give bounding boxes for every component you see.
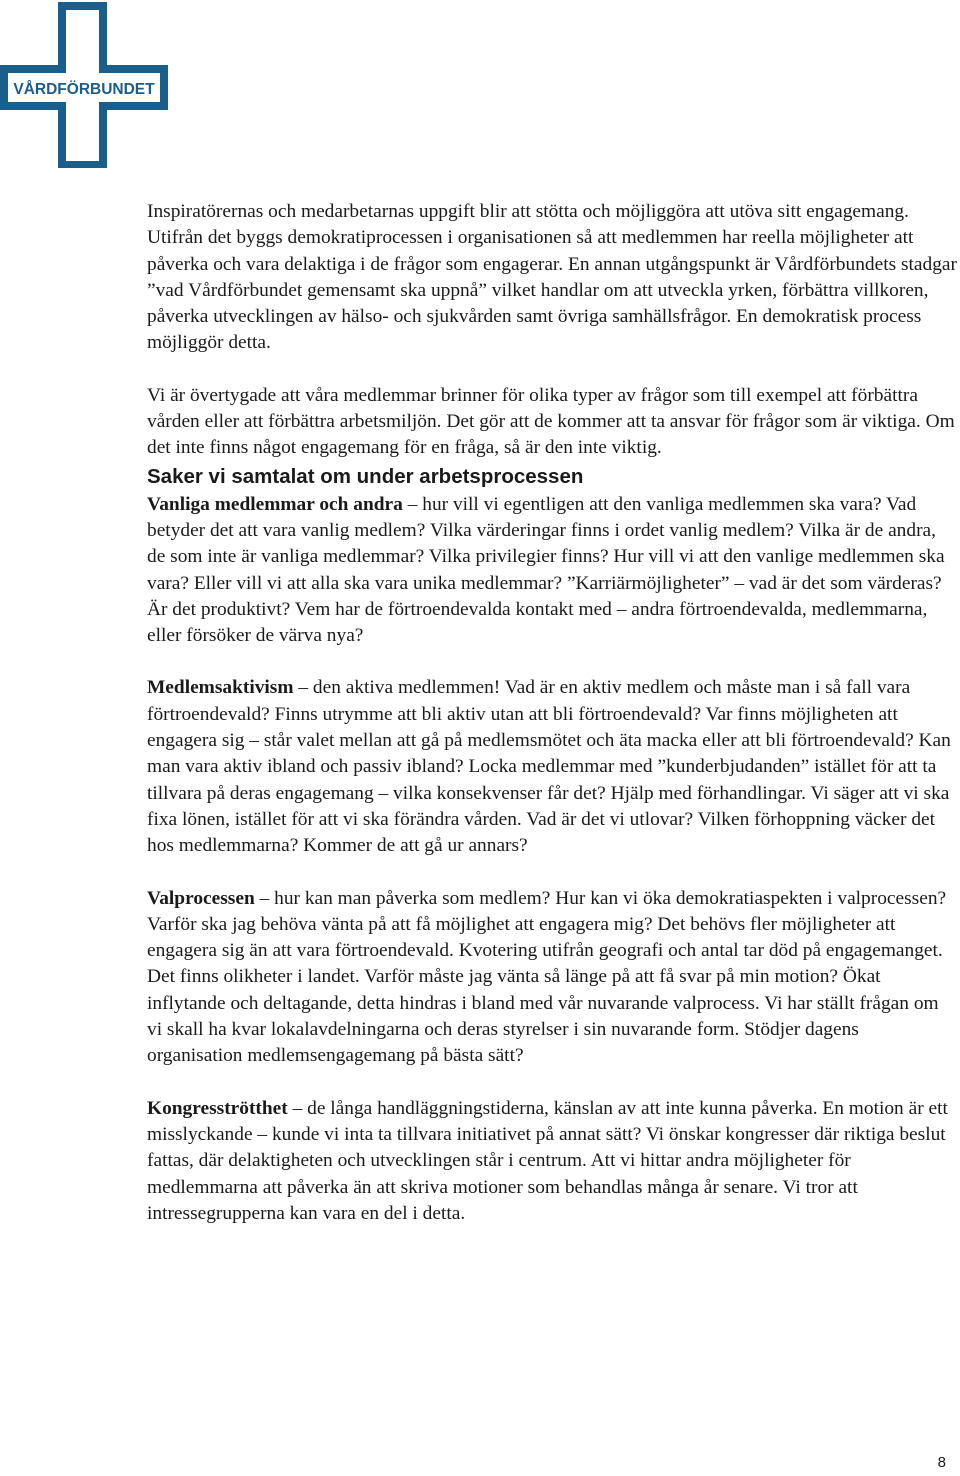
- document-body: [147, 199, 957, 1227]
- topic-text: – hur vill vi egentligen att den vanliga medlemmen ska vara? Vad betyder det att vara vanlig medlem? Vilka värderingar finns i ordet vanlig medlem? Vilka är de andra, de som inte är vanliga medlemmar? Vilka privilegier finns? Hur vill vi att den vanlige medlemmen ska vara? Eller vill vi att alla ska vara unika medlemmar? ”Karriärmöjligheter” – vad är det som värderas? Är det produktivt? Vem har de förtroendevalda kontakt med – andra förtroendevalda, medlemmarna, eller försöker de värva nya?: [147, 493, 945, 647]
- logo-wordmark: VÅRDFÖRBUNDET: [13, 81, 155, 98]
- topic-text: – den aktiva medlemmen! Vad är en aktiv medlem och måste man i så fall vara förtroendevald? Finns utrymme att bli aktiv utan att bli förtroendevald? Var finns möjligheten att engagera sig – står valet mellan att gå på medlemsmötet och äta macka eller att bli förtroendevald? Kan man vara aktiv ibland och passiv ibland? Locka medlemmar med ”kunderbjudanden” istället för att ta tillvara på deras engagemang – vilka konsekvenser får det? Hjälp med förhandlingar. Vi säger att vi ska fixa lönen, istället för att vi ska förändra vården. Vad är det vi utlovar? Vilken förhoppning väcker det hos medlemmarna? Kommer de att gå ur annars?: [147, 677, 951, 857]
- topic-paragraph: [147, 492, 957, 650]
- page-number: 8: [937, 1454, 946, 1471]
- engagement-paragraph: Vi är övertygade att våra medlemmar brinner för olika typer av frågor som till exempel att förbättra vården eller att förbättra arbetsmiljön. Det gör att de kommer att ta ansvar för frågor som är viktiga. Om det inte finns något engagemang för en fråga, så är den inte viktig.: [147, 384, 955, 459]
- section-heading: Saker vi samtalat om under arbetsprocessen: [147, 464, 584, 488]
- topic-term: Vanliga medlemmar och andra: [147, 493, 403, 515]
- intro-paragraph: Inspiratörernas och medarbetarnas uppgift blir att stötta och möjliggöra att utöva sitt engagemang. Utifrån det byggs demokratiprocessen i organisationen så att medlemmen har reella möjligheter att påverka och vara delaktiga i de frågor som engagerar. En annan utgångspunkt är Vårdförbundets stadgar ”vad Vårdförbundet gemensamt ska uppnå” vilket handlar om att utveckla yrken, förbättra villkoren, påverka utvecklingen av hälso- och sjukvården samt övriga samhällsfrågor. En demokratisk process möjliggör detta.: [147, 201, 957, 354]
- topic-paragraph: [147, 675, 957, 859]
- topic-paragraph: [147, 1096, 957, 1227]
- topic-text: – hur kan man påverka som medlem? Hur kan vi öka demokratiaspekten i valprocessen? Varför ska jag behöva vänta på att få möjlighet att engagera mig? Det behövs fler möjligheter att engagera sig än att vara förtroendevald. Kvotering utifrån geografi och antal tar död på engagemanget. Det finns olikheter i landet. Varför måste jag vänta så länge på att få svar på min motion? Ökat inflytande och deltagande, detta hindras i bland med vår nuvarande valprocess. Vi har ställt frågan om vi skall ha kvar lokalavdelningarna och deras styrelser i sin nuvarande form. Stödjer dagens organisation medlemsengagemang på bästa sätt?: [147, 887, 947, 1067]
- cross-logo-icon: [0, 0, 170, 168]
- topic-text: – de långa handläggningstiderna, känslan av att inte kunna påverka. En motion är ett misslyckande – kunde vi inta ta tillvara initiativet på annat sätt? Vi önskar kongresser där riktiga beslut fattas, där delaktigheten och utvecklingen står i centrum. Att vi hittar andra möjligheter för medlemmarna att påverka än att skriva motioner som behandlas många år senare. Vi tror att intressegrupperna kan vara en del i detta.: [147, 1097, 948, 1224]
- topic-term: Valprocessen: [147, 887, 255, 909]
- topic-paragraph: [147, 886, 957, 1070]
- topic-term: Medlemsaktivism: [147, 677, 294, 699]
- vardforbundet-logo: [0, 0, 170, 168]
- topic-term: Kongresströtthet: [147, 1097, 288, 1119]
